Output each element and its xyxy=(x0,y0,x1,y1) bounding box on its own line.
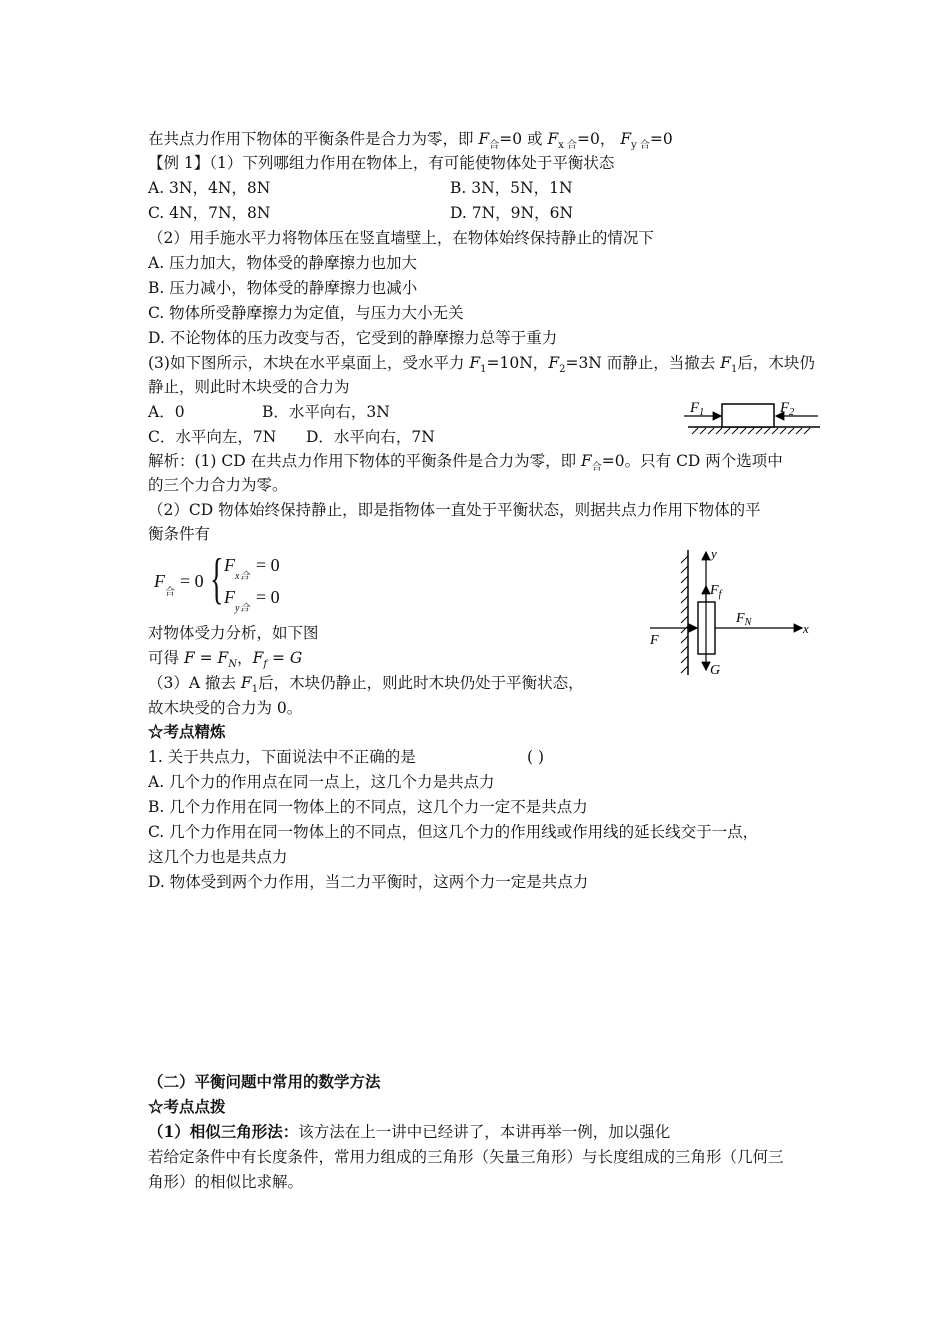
example1-q3-option-a: A．0 xyxy=(148,403,185,421)
block-on-table-figure xyxy=(660,392,828,442)
label-x-axis: x xyxy=(803,621,809,636)
section2-method1-line3: 角形）的相似比求解。 xyxy=(148,1173,304,1191)
label-f1: $F_1$ xyxy=(690,400,705,418)
label-g: G xyxy=(710,663,721,678)
example1-q1-option-d: D. 7N，9N，6N xyxy=(450,204,574,222)
example1-q2-stem: （2）用手施水平力将物体压在竖直墙壁上，在物体始终保持静止的情况下 xyxy=(148,229,654,247)
intro-line: 在共点力作用下物体的平衡条件是合力为零，即 $F_合=0$ 或 $F_{x 合}=0$， $F_{y 合}=0$ xyxy=(148,130,673,152)
solution-1-line1: 解析：(1) CD 在共点力作用下物体的平衡条件是合力为零，即 $F_合=0$。只有 CD 两个选项中 xyxy=(148,452,783,474)
solution-3-line2: 故木块受的合力为 0。 xyxy=(148,699,303,717)
free-body-diagram xyxy=(640,540,820,680)
practice-q1-option-d: D. 物体受到两个力作用，当二力平衡时，这两个力一定是共点力 xyxy=(148,873,589,891)
label-fn: $F_N$ xyxy=(736,611,752,628)
practice-q1-option-b: B. 几个力作用在同一物体上的不同点，这几个力一定不是共点力 xyxy=(148,798,588,816)
example1-q3-option-d: D．水平向右，7N xyxy=(306,428,435,446)
table-hatching xyxy=(692,428,810,434)
section2-subheading: ☆考点点拨 xyxy=(148,1097,226,1116)
label-f: F xyxy=(650,633,659,648)
example1-q2-option-b: B. 压力减小，物体受的静摩擦力也减小 xyxy=(148,279,418,297)
practice-q1-option-c: C. 几个力作用在同一物体上的不同点，但这几个力的作用线或作用线的延长线交于一点， xyxy=(148,823,759,841)
section2-heading: （二）平衡问题中常用的数学方法 xyxy=(148,1072,381,1091)
solution-2-line2: 衡条件有 xyxy=(148,525,211,543)
example1-q3-stem: (3)如下图所示，木块在水平桌面上，受水平力 $F_1=10N$，$F_2=3N$ 而静止，当撤去 $F_1$后，木块仍 xyxy=(148,354,815,376)
solution-2-analysis: 对物体受力分析，如下图 xyxy=(148,624,319,642)
example1-q3-option-b: B．水平向右，3N xyxy=(262,403,390,421)
brace: { xyxy=(210,548,224,610)
example1-q3-stem-line2: 静止，则此时木块受的合力为 xyxy=(148,378,350,396)
example1-q1-stem: 【例 1】（1）下列哪组力作用在物体上，有可能使物体处于平衡状态 xyxy=(148,154,615,172)
label-ff: $F_f$ xyxy=(710,583,722,600)
practice-heading: ☆考点精炼 xyxy=(148,722,226,741)
equilibrium-equation: F 合 = 0 { F x合 = 0 F y合 = 0 xyxy=(154,548,280,614)
solution-1-line2: 的三个力合力为零。 xyxy=(148,476,288,494)
practice-q1-option-c-line2: 这几个力也是共点力 xyxy=(148,848,288,866)
practice-q1-stem: 1. 关于共点力，下面说法中不正确的是 xyxy=(148,748,416,766)
solution-2-line1: （2）CD 物体始终保持静止，即是指物体一直处于平衡状态，则据共点力作用下物体的平 xyxy=(148,501,761,519)
example1-q2-option-d: D. 不论物体的压力改变与否，它受到的静摩擦力总等于重力 xyxy=(148,329,558,347)
solution-3-line1: （3）A 撤去 $F_1$后，木块仍静止，则此时木块仍处于平衡状态， xyxy=(148,674,584,696)
example1-q1-option-a: A. 3N，4N，8N xyxy=(148,179,271,197)
label-f2: $F_2$ xyxy=(780,400,795,418)
section2-method1-line2: 若给定条件中有长度条件，常用力组成的三角形（矢量三角形）与长度组成的三角形（几何三 xyxy=(148,1148,784,1166)
section2-method1: （1）相似三角形法：该方法在上一讲中已经讲了，本讲再举一例，加以强化 xyxy=(148,1122,671,1141)
solution-2-result: 可得 $F = F_N$，$F_f = G$ xyxy=(148,649,303,671)
example1-q2-option-a: A. 压力加大，物体受的静摩擦力也加大 xyxy=(148,254,418,272)
wooden-block xyxy=(722,404,774,427)
example1-q1-option-c: C. 4N，7N，8N xyxy=(148,204,271,222)
example1-q3-option-c: C．水平向左，7N xyxy=(148,428,277,446)
example1-q1-option-b: B. 3N，5N，1N xyxy=(450,179,573,197)
wall-hatching xyxy=(681,556,688,673)
example1-q2-option-c: C. 物体所受静摩擦力为定值，与压力大小无关 xyxy=(148,304,464,322)
practice-q1-answer-paren: ( ) xyxy=(527,748,545,766)
practice-q1-option-a: A. 几个力的作用点在同一点上，这几个力是共点力 xyxy=(148,773,495,791)
label-y-axis: y xyxy=(711,546,717,561)
